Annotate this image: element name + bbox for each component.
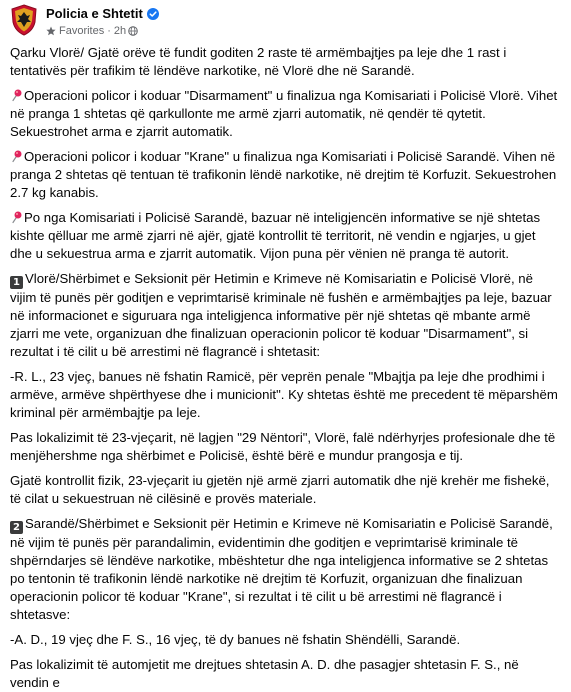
post-paragraph-disarmament bbox=[10, 87, 561, 141]
post-paragraph-sarande-details bbox=[10, 515, 561, 624]
post-paragraph-arrested-rl: -R. L., 23 vjeç, banues në fshatin Ramicë, për veprën penale "Mbajtja pa leje dhe prodhimi i armëve, armëve shpërthyese dhe i municionit". Ky shtetas është me precedent të mëparshëm kriminal për armëmbajtje pa leje. bbox=[10, 369, 558, 420]
post-paragraph-physical-check: Gjatë kontrollit fizik, 23-vjeçarit iu gjetën një armë zjarri automatik dhe një krehër me fishekë, të cilat u sekuestruan në cilësinë e provës materiale. bbox=[10, 473, 550, 506]
keycap-one-icon: 1 bbox=[10, 276, 23, 289]
page-name-link[interactable]: Policia e Shtetit bbox=[46, 6, 143, 21]
paragraph-text: Vlorë/Shërbimet e Seksionit për Hetimin e Krimeve në Komisariatin e Policisë Vlorë, në vijim të punës për goditjen e veprimtarisë kriminale në fushën e armëmbajtjes pa leje, bazuar në informacionet e siguruara nga inteligjenca informative për një shtetas që mbante armë zjarri me vete, organizuan dhe finalizuan operacionin policor të koduar "Disarmament", si rezultat i të cilit u bë arrestimi në flagrancë i shtetasit: bbox=[10, 271, 552, 359]
star-icon bbox=[46, 26, 56, 36]
police-badge-avatar[interactable] bbox=[10, 4, 38, 36]
audience-label[interactable]: Favorites bbox=[59, 25, 105, 37]
post-header bbox=[10, 0, 561, 44]
post-paragraph-vlore-details bbox=[10, 270, 561, 361]
post-paragraph-arrested-ad-fs: -A. D., 19 vjeç dhe F. S., 16 vjeç, të dy banues në fshatin Shëndëlli, Sarandë. bbox=[10, 632, 461, 647]
paragraph-text: Sarandë/Shërbimet e Seksionit për Hetimin e Krimeve në Komisariatin e Policisë Sarandë, në vijim të punës për parandalimin, evidentimin dhe goditjen e veprimtarisë kriminale të shpërndarjes së lëndëve narkotike, mbështetur dhe nga inteligjenca informative se 2 shtetas po tentonin të trafikonin lëndë narkotike në drejtim të Korfuzit, organizuan dhe finalizuan operacionin policor të koduar "Krane", si rezultat i të cilit u bë arrestimi në flagrancë i shtetasve: bbox=[10, 516, 553, 622]
post-paragraph-weapon-seizure bbox=[10, 209, 561, 263]
round-pushpin-icon bbox=[10, 211, 22, 224]
globe-icon bbox=[128, 26, 138, 36]
post-paragraph-vehicle: Pas lokalizimit të automjetit me drejtues shtetasin A. D. dhe pasagjer shtetasin F. S., në vendin e bbox=[10, 657, 519, 690]
post-meta-row bbox=[46, 23, 159, 39]
post-paragraph-krane bbox=[10, 148, 561, 202]
paragraph-text: Operacioni policor i koduar "Krane" u finalizua nga Komisariati i Policisë Sarandë. Vihen në pranga 2 shtetas që tentuan të trafikonin lëndë narkotike, në drejtim të Korfuzit. Sekuestrohen 2.7 kg kanabis. bbox=[10, 149, 557, 200]
post-header-text bbox=[46, 4, 159, 39]
post-body bbox=[10, 44, 561, 692]
round-pushpin-icon bbox=[10, 89, 22, 102]
verified-badge-icon bbox=[147, 8, 159, 20]
round-pushpin-icon bbox=[10, 150, 22, 163]
meta-separator: · bbox=[107, 25, 111, 37]
paragraph-text: Po nga Komisariati i Policisë Sarandë, bazuar në inteligjencën informative se një shtetas kishte qëlluar me armë zjarri në ajër, gjatë kontrollit të territorit, në vendin e ngjarjes, u gjet dhe u sekuestrua arma e zjarrit automatik. Vijon puna për vënien në pranga të autorit. bbox=[10, 210, 541, 261]
post-paragraph-localization: Pas lokalizimit të 23-vjeçarit, në lagjen "29 Nëntori", Vlorë, falë ndërhyrjes profesionale dhe të menjëhershme nga shërbimet e Policisë, është bërë e mundur prangosja e tij. bbox=[10, 430, 556, 463]
page-name-row bbox=[46, 6, 159, 22]
paragraph-text: Operacioni policor i koduar "Disarmament" u finalizua nga Komisariati i Policisë Vlorë. Vihet në pranga 1 shtetas që qarkullonte me armë zjarri automatik, në qendër të qytetit. Sekuestrohet arma e zjarrit automatik. bbox=[10, 88, 558, 139]
post-timestamp[interactable]: 2h bbox=[113, 25, 127, 37]
keycap-two-icon: 2 bbox=[10, 521, 23, 534]
post-paragraph-intro: Qarku Vlorë/ Gjatë orëve të fundit goditen 2 raste të armëmbajtjes pa leje dhe 1 rast i tentativës për trafikim të lëndëve narkotike, në Vlorë dhe në Sarandë. bbox=[10, 45, 507, 78]
